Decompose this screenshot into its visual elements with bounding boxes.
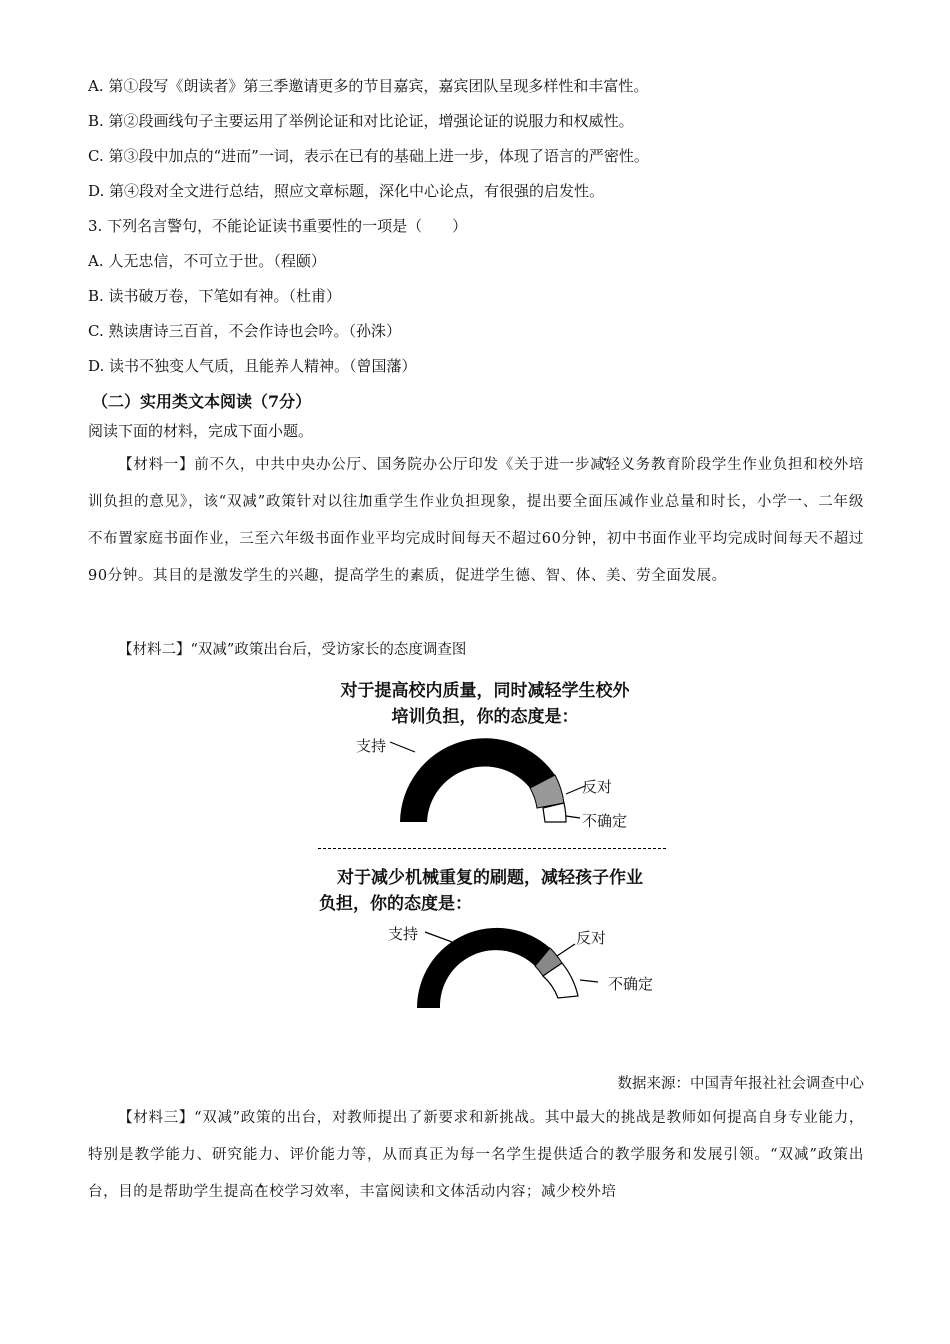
question-3: 3. 下列名言警句，不能论证读书重要性的一项是（ ） bbox=[88, 217, 468, 235]
material-2-label: 【材料二】 bbox=[118, 642, 191, 658]
material-3-label: 【材料三】 bbox=[118, 1110, 195, 1126]
chart-2-title-line-2: 负担，你的态度是： bbox=[319, 894, 472, 914]
material-3-text-a: “双减”政策的出台，对教师提出了新要求和新挑战。其中最大的挑战是教师如何提高自身专业能力，特别是教学能力、研究能力、评价能力等，从而真正为每一名学生提供适合的教学服务和发展引领。“双减”政策出台，目的是帮助学生提高 bbox=[88, 1110, 864, 1200]
section-instruction: 阅读下面的材料，完成下面小题。 bbox=[88, 422, 314, 440]
chart-2-title bbox=[305, 865, 675, 917]
chart-2-label-oppose: 反对 bbox=[576, 929, 607, 947]
emphasis-dot-jia: 加 • bbox=[358, 494, 373, 510]
material-2 bbox=[118, 640, 466, 660]
option-2a: A. 第①段写《朗读者》第三季邀请更多的节目嘉宾，嘉宾团队呈现多样性和丰富性。 bbox=[88, 77, 649, 95]
option-3a: A. 人无忠信，不可立于世。（程颐） bbox=[88, 252, 326, 270]
option-3d: D. 读书不独变人气质，且能养人精神。（曾国藩） bbox=[88, 357, 417, 375]
option-2b: B. 第②段画线句子主要运用了举例论证和对比论证，增强论证的说服力和权威性。 bbox=[88, 112, 634, 130]
material-1 bbox=[88, 447, 864, 595]
chart-1-label-support: 支持 bbox=[356, 737, 387, 755]
emphasis-dot-jianqing: 减轻 • bbox=[590, 457, 620, 473]
material-3 bbox=[88, 1100, 864, 1211]
chart-1-label-uncertain: 不确定 bbox=[582, 812, 628, 830]
chart-2-label-uncertain: 不确定 bbox=[608, 975, 654, 993]
chart-1-title-line-2: 培训负担，你的态度是： bbox=[391, 707, 579, 727]
material-1-text-b: 义务教育阶段学生作业负担和校外培训负担的意见》，该“双减”政策针对以往 bbox=[88, 457, 864, 510]
chart-1-label-oppose: 反对 bbox=[582, 778, 613, 796]
chart-2-label-support: 支持 bbox=[388, 925, 419, 943]
chart-1-title bbox=[300, 678, 670, 730]
option-3b: B. 读书破万卷，下笔如有神。（杜甫） bbox=[88, 287, 342, 305]
material-1-text-c: 重学生作业负担现象，提出要全面压减作业总量和时长，小学一、二年级不布置家庭书面作业，三至六年级书面作业平均完成时间每天不超过60分钟，初中书面作业平均完成时间每天不超过90分钟。其目的是激发学生的兴趣，提高学生的素质，促进学生德、智、体、美、劳全面发展。 bbox=[88, 494, 864, 584]
data-source: 数据来源：中国青年报社社会调查中心 bbox=[617, 1076, 864, 1092]
material-1-text-a: 前不久，中共中央办公厅、国务院办公厅印发《关于进一步 bbox=[194, 457, 591, 473]
material-1-label: 【材料一】 bbox=[118, 457, 195, 473]
option-3c: C. 熟读唐诗三百首，不会作诗也会吟。（孙洙） bbox=[88, 322, 401, 340]
chart-2-gauge bbox=[390, 918, 650, 1018]
chart-divider bbox=[318, 848, 666, 849]
emphasis-dot-zai: 在 • bbox=[254, 1184, 269, 1200]
option-2d: D. 第④段对全文进行总结，照应文章标题，深化中心论点，有很强的启发性。 bbox=[88, 182, 605, 200]
section-heading: （二）实用类文本阅读（7分） bbox=[92, 392, 312, 411]
material-3-text-b: 校学习效率，丰富阅读和文体活动内容；减少校外培 bbox=[269, 1184, 617, 1200]
chart-1-title-line-1: 对于提高校内质量，同时减轻学生校外 bbox=[340, 681, 630, 701]
chart-2-title-line-1: 对于减少机械重复的刷题，减轻孩子作业 bbox=[337, 868, 643, 888]
chart-2-support-arc bbox=[417, 928, 550, 1008]
option-2c: C. 第③段中加点的“进而”一词，表示在已有的基础上进一步，体现了语言的严密性。 bbox=[88, 147, 649, 165]
material-2-text: “双减”政策出台后，受访家长的态度调查图 bbox=[190, 642, 467, 658]
chart-1-support-arc bbox=[400, 738, 555, 822]
